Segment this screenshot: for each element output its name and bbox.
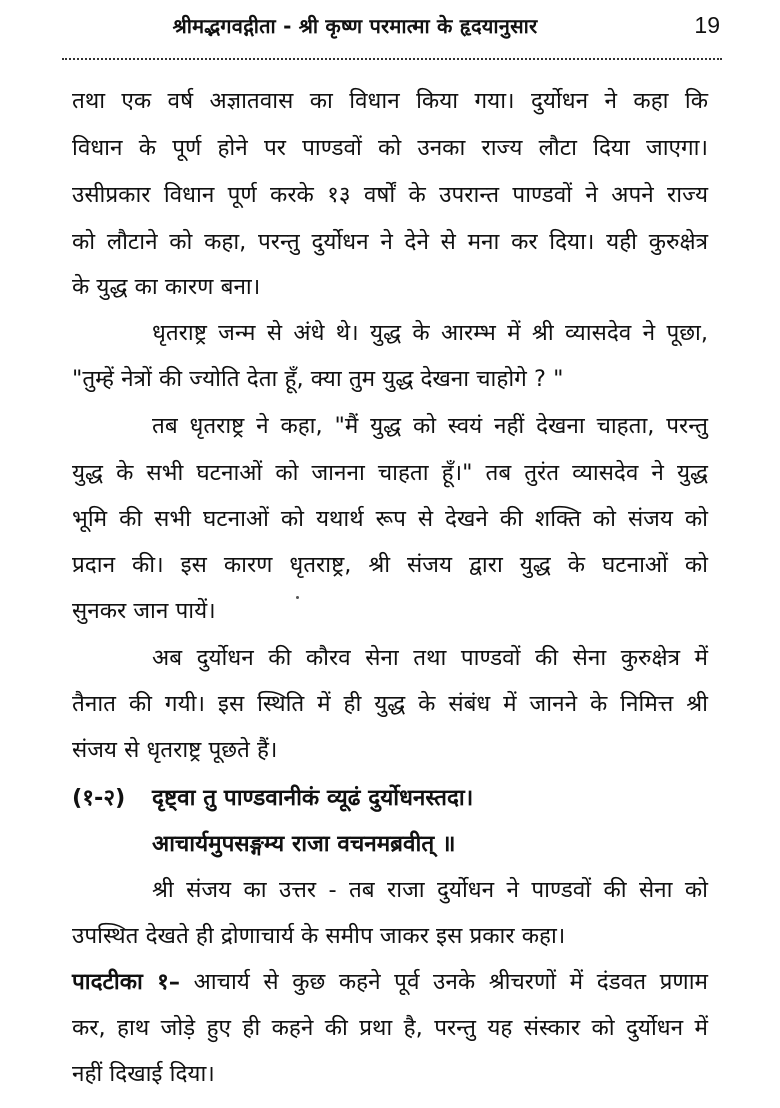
para4-line-3: संजय से धृतराष्ट्र पूछते हैं। — [72, 737, 278, 763]
header-divider — [62, 58, 722, 60]
running-title: श्रीमद्भगवद्गीता - श्री कृष्ण परमात्मा के हृदयानुसार — [172, 14, 538, 38]
para5-line-1: श्री संजय का उत्तर - तब राजा दुर्योधन ने पाण्डवों की सेना को — [152, 877, 708, 903]
print-speck — [296, 596, 299, 599]
verse-line-1: दृष्ट्वा तु पाण्डवानीकं व्यूढं दुर्योधनस्तदा। — [152, 785, 474, 811]
para1-line-3: उसीप्रकार विधान पूर्ण करके १३ वर्षों के उपरान्त पाण्डवों ने अपने राज्य — [72, 182, 708, 208]
para4-line-2: तैनात की गयी। इस स्थिति में ही युद्ध के संबंध में जानने के निमित्त श्री — [72, 691, 708, 717]
para2-line-2: "तुम्हें नेत्रों की ज्योति देता हूँ, क्या तुम युद्ध देखना चाहोगे ? " — [72, 366, 564, 392]
page-number: 19 — [694, 12, 720, 38]
footnote-line-1 — [72, 967, 708, 997]
para1-line-5: के युद्ध का कारण बना। — [72, 274, 261, 300]
para1-line-4: को लौटाने को कहा, परन्तु दुर्योधन ने देने से मना कर दिया। यही कुरुक्षेत्र — [72, 229, 708, 255]
para1-line-1: तथा एक वर्ष अज्ञातवास का विधान किया गया। दुर्योधन ने कहा कि — [72, 88, 708, 114]
footnote-label: पादटीका १– — [72, 969, 181, 995]
para3-line-2: युद्ध के सभी घटनाओं को जानना चाहता हूँ।" तब तुरंत व्यासदेव ने युद्ध — [72, 460, 708, 486]
para4-line-1: अब दुर्योधन की कौरव सेना तथा पाण्डवों की सेना कुरुक्षेत्र में — [152, 645, 708, 671]
para3-line-1: तब धृतराष्ट्र ने कहा, "मैं युद्ध को स्वयं नहीं देखना चाहता, परन्तु — [152, 413, 708, 439]
footnote-line-3: नहीं दिखाई दिया। — [72, 1061, 215, 1087]
para1-line-2: विधान के पूर्ण होने पर पाण्डवों को उनका राज्य लौटा दिया जाएगा। — [72, 135, 708, 161]
page-header — [70, 8, 720, 48]
footnote-line-2: कर, हाथ जोड़े हुए ही कहने की प्रथा है, परन्तु यह संस्कार को दुर्योधन में — [72, 1015, 708, 1041]
para5-line-2: उपस्थित देखते ही द्रोणाचार्य के समीप जाकर इस प्रकार कहा। — [72, 923, 566, 949]
footnote-line-1-text: आचार्य से कुछ कहने पूर्व उनके श्रीचरणों में दंडवत प्रणाम — [180, 969, 708, 995]
para3-line-3: भूमि की सभी घटनाओं को यथार्थ रूप से देखने की शक्ति को संजय को — [72, 506, 708, 532]
verse-number: (१-२) — [72, 785, 126, 811]
para3-line-4: प्रदान की। इस कारण धृतराष्ट्र, श्री संजय द्वारा युद्ध के घटनाओं को — [72, 552, 708, 578]
para3-line-5: सुनकर जान पायें। — [72, 598, 216, 624]
para2-line-1: धृतराष्ट्र जन्म से अंधे थे। युद्ध के आरम्भ में श्री व्यासदेव ने पूछा, — [152, 320, 708, 346]
verse-line-2: आचार्यमुपसङ्गम्य राजा वचनमब्रवीत् ॥ — [152, 831, 456, 857]
